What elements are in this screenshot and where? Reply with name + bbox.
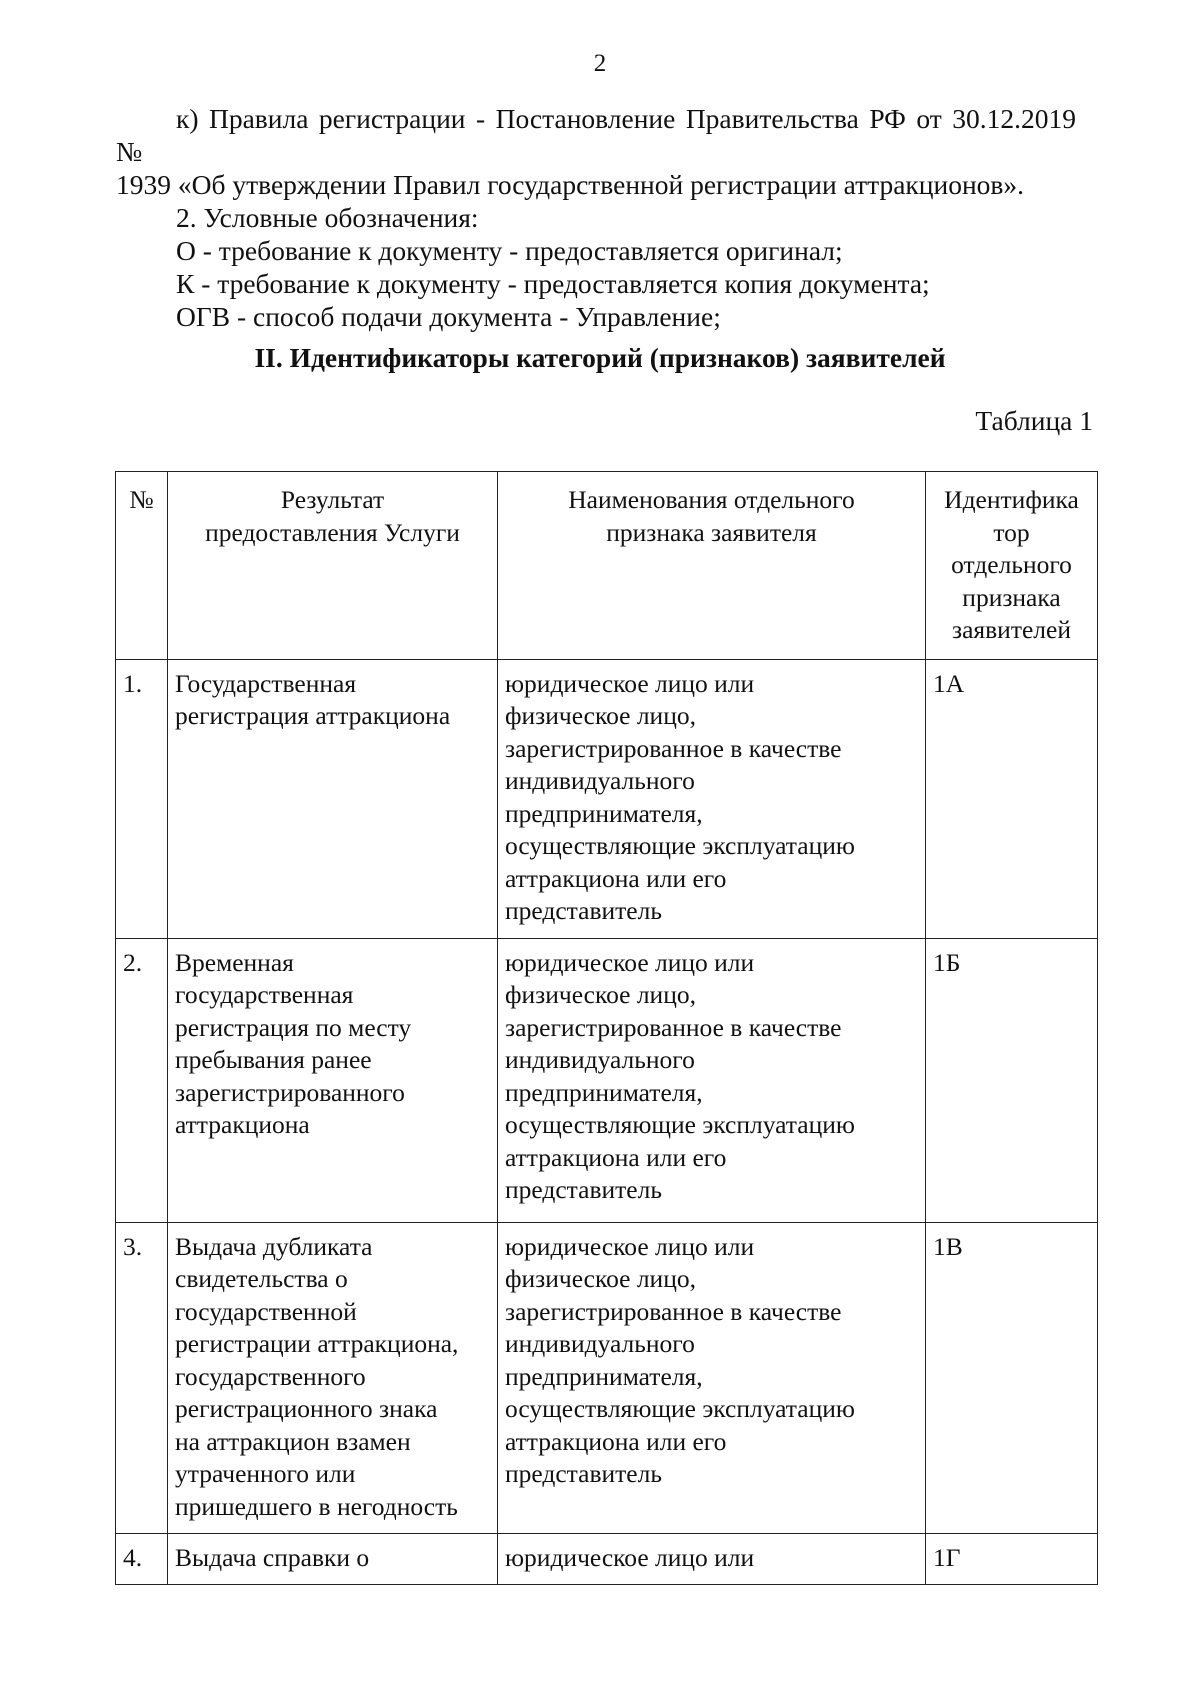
cell-line: Временная [175,947,294,977]
table-row [116,1534,1098,1585]
cell-line: юридическое лицо или [505,668,755,698]
cell-line: свидетельства о [175,1264,348,1293]
row-feature [498,938,926,1222]
cell-line: представитель [505,1175,662,1204]
cell-line: индивидуального [505,766,695,795]
cell-line: аттракциона или его [505,863,727,893]
cell-line: осуществляющие эксплуатацию [505,1110,855,1139]
cell-line: зарегистрированного [175,1077,405,1107]
cell-line: зарегистрированное в качестве [505,1012,842,1042]
cell-line: осуществляющие эксплуатацию [505,1394,855,1423]
cell-line: зарегистрированное в качестве [505,733,842,763]
table-row [116,659,1098,938]
header-line: заявителей [952,615,1071,644]
cell-line: аттракциона или его [505,1142,727,1172]
intro-paragraph-k [116,102,1076,201]
header-line: Наименования отдельного [568,485,855,514]
row-result [168,1222,498,1534]
cell-line: физическое лицо, [505,701,696,730]
section-title: II. Идентификаторы категорий (признаков) заявителей [254,342,946,373]
row-number: 4. [116,1534,168,1585]
applicant-categories-table [115,471,1098,1585]
cell-line: аттракциона или его [505,1426,727,1456]
header-identifier [926,472,1098,660]
row-identifier: 1В [926,1222,1098,1534]
table-caption: Таблица 1 [975,405,1093,436]
header-line: Результат [280,485,385,514]
cell-line: предпринимателя, [505,798,703,828]
cell-line: юридическое лицо или [505,1543,755,1572]
cell-line: предпринимателя, [505,1361,703,1391]
cell-line: Государственная [175,668,357,698]
cell-line: предпринимателя, [505,1077,703,1107]
cell-line: Выдача дубликата [175,1231,373,1261]
header-result [168,472,498,660]
cell-line: представитель [505,896,662,925]
intro-line: к) Правила регистрации - Постановление Правительства РФ от 30.12.2019 № [116,103,1076,167]
cell-line: пребывания ранее [175,1045,372,1074]
cell-line: представитель [505,1459,662,1488]
cell-line: юридическое лицо или [505,947,755,977]
row-identifier: 1А [926,659,1098,938]
header-line: Идентифика [944,485,1079,514]
table-row [116,938,1098,1222]
cell-line: физическое лицо, [505,980,696,1009]
cell-line: Выдача справки о [175,1543,370,1572]
row-number: 2. [116,938,168,1222]
cell-line: государственной [175,1296,357,1326]
row-number: 3. [116,1222,168,1534]
intro-text [116,102,1076,333]
table-row [116,1222,1098,1534]
intro-line: 1939 «Об утверждении Правил государственной регистрации аттракционов». [116,169,1025,200]
cell-line: пришедшего в негодность [175,1491,458,1521]
header-line: предоставления Услуги [205,517,460,547]
header-line: тор [993,517,1030,547]
header-line: признака [962,582,1061,612]
row-result [168,1534,498,1585]
cell-line: осуществляющие эксплуатацию [505,831,855,860]
row-result [168,659,498,938]
row-feature [498,659,926,938]
row-number: 1. [116,659,168,938]
cell-line: регистрация аттракциона [175,701,451,730]
cell-line: зарегистрированное в качестве [505,1296,842,1326]
cell-line: юридическое лицо или [505,1231,755,1261]
row-identifier: 1Г [926,1534,1098,1585]
page-number: 2 [593,50,607,77]
cell-line: регистрация по месту [175,1012,412,1042]
row-identifier: 1Б [926,938,1098,1222]
intro-paragraph-o: О - требование к документу - предоставляется оригинал; [176,235,843,266]
intro-paragraph-k-copy: К - требование к документу - предоставляется копия документа; [176,268,930,299]
cell-line: утраченного или [175,1459,356,1488]
intro-paragraph-legend: 2. Условные обозначения: [176,202,479,233]
header-number: № [116,472,168,660]
cell-line: государственного [175,1361,366,1391]
intro-paragraph-ogv: ОГВ - способ подачи документа - Управление; [176,301,721,332]
header-feature [498,472,926,660]
header-line: отдельного [951,550,1072,579]
header-line: признака заявителя [606,517,817,547]
cell-line: индивидуального [505,1329,695,1358]
cell-line: аттракциона [175,1110,310,1139]
row-feature [498,1534,926,1585]
table-header-row [116,472,1098,660]
cell-line: на аттракцион взамен [175,1426,411,1456]
cell-line: индивидуального [505,1045,695,1074]
cell-line: регистрации аттракциона, [175,1329,459,1358]
row-result [168,938,498,1222]
cell-line: государственная [175,980,354,1009]
cell-line: физическое лицо, [505,1264,696,1293]
cell-line: регистрационного знака [175,1394,438,1423]
row-feature [498,1222,926,1534]
